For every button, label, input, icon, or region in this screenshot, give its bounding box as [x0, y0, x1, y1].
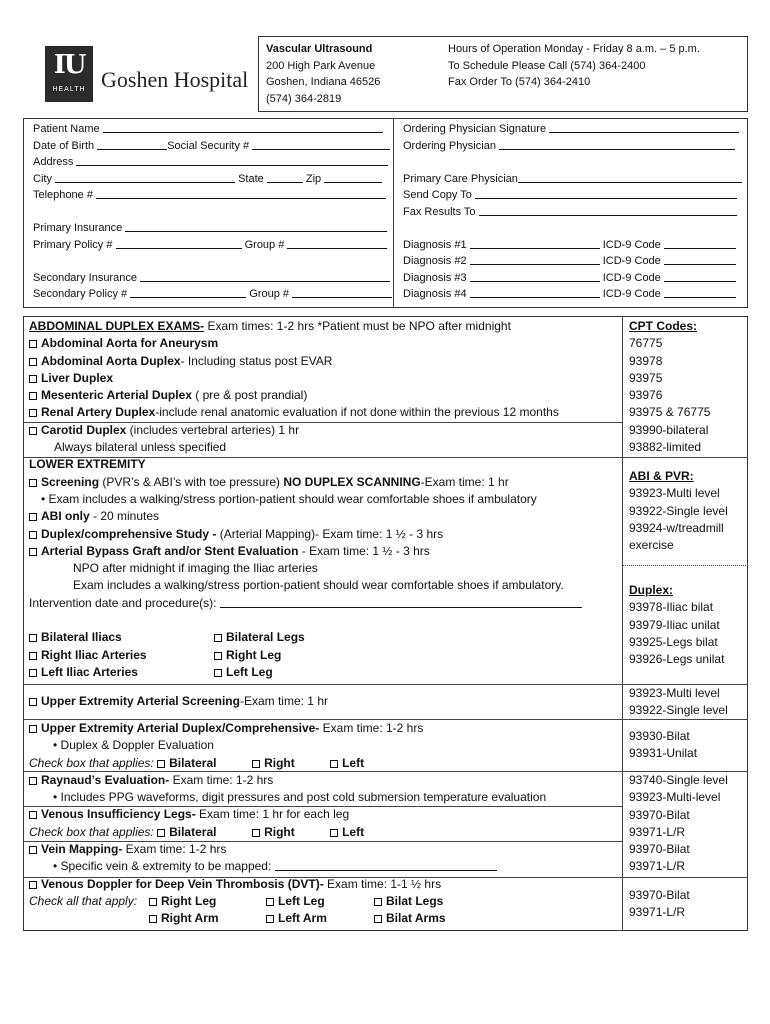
- checkbox-icon[interactable]: [29, 669, 37, 677]
- right-iliac-option[interactable]: Right Iliac Arteries: [29, 647, 214, 664]
- patient-name-field[interactable]: Patient Name: [33, 121, 388, 138]
- screening-bullet: • Exam includes a walking/stress portion-patient should wear comfortable shoes if ambulatory: [41, 491, 537, 506]
- diagnosis-4-field[interactable]: Diagnosis #4 ICD-9 Code: [403, 286, 743, 303]
- dvt-left-leg-option[interactable]: Left Leg: [266, 893, 374, 910]
- iliac-row-3: [29, 664, 619, 681]
- cpt-upper-duplex: [629, 728, 697, 763]
- schedule-text: To Schedule Please Call (574) 364-2400: [448, 60, 646, 72]
- walking-note: Exam includes a walking/stress portion-patient should wear comfortable shoes if ambulatory.: [73, 578, 564, 593]
- iliac-row-1: [29, 629, 619, 646]
- dvt-legs-row: Check all that apply: Right Leg Left Leg Bilat Legs: [29, 893, 619, 910]
- main-phone: (574) 364-2819: [266, 93, 342, 105]
- upper-screening-option[interactable]: Upper Extremity Arterial Screening-Exam time: 1 hr: [29, 693, 619, 710]
- cpt-code: 93970-Bilat: [629, 888, 690, 902]
- cpt-abi-title: ABI & PVR:: [629, 469, 694, 483]
- checkbox-icon[interactable]: [149, 915, 157, 923]
- upper-left-option[interactable]: Left: [330, 756, 364, 770]
- checkbox-icon[interactable]: [374, 915, 382, 923]
- checkbox-icon[interactable]: [29, 375, 37, 383]
- checkbox-icon[interactable]: [29, 698, 37, 706]
- cpt-code: 93922-Single level: [629, 503, 728, 518]
- bypass-option[interactable]: Arterial Bypass Graft and/or Stent Evaluation - Exam time: 1 ½ - 3 hrs: [29, 543, 619, 560]
- cpt-code: 93979-Iliac unilat: [629, 617, 720, 632]
- checkbox-icon[interactable]: [29, 409, 37, 417]
- venous-right-option[interactable]: Right: [252, 824, 330, 841]
- abi-only-option[interactable]: ABI only - 20 minutes: [29, 508, 619, 525]
- checkbox-icon[interactable]: [157, 829, 165, 837]
- ordering-physician-field[interactable]: Ordering Physician: [403, 138, 743, 155]
- checkbox-icon[interactable]: [252, 760, 260, 768]
- cpt-code: 93923-Multi-level: [629, 790, 721, 805]
- checkbox-icon[interactable]: [29, 881, 37, 889]
- cpt-duplex-title: Duplex:: [629, 583, 674, 597]
- dvt-option[interactable]: Venous Doppler for Deep Vein Thrombosis (DVT)- Exam time: 1-1 ½ hrs: [29, 876, 619, 893]
- cpt-abdominal: [629, 318, 710, 456]
- screening-option[interactable]: Screening (PVR’s & ABI’s with toe pressure) NO DUPLEX SCANNING-Exam time: 1 hr: [29, 474, 619, 491]
- send-copy-field[interactable]: Send Copy To: [403, 187, 743, 204]
- vein-mapping-option[interactable]: Vein Mapping- Exam time: 1-2 hrs: [29, 841, 619, 858]
- dept-title: Vascular Ultrasound: [266, 43, 373, 55]
- cpt-code: 93976: [629, 388, 663, 403]
- cpt-code: 93931-Unilat: [629, 746, 698, 761]
- right-leg-option[interactable]: Right Leg: [214, 648, 281, 662]
- hospital-logo: [45, 46, 93, 102]
- lower-extremity-header: LOWER EXTREMITY: [29, 457, 146, 472]
- cpt-code: 93990-bilateral: [629, 422, 709, 437]
- checkbox-icon[interactable]: [29, 634, 37, 642]
- cpt-abi: [629, 468, 728, 554]
- venous-side-row: Check box that applies: Bilateral Right Left: [29, 824, 619, 841]
- cpt-code: 93971-L/R: [629, 905, 686, 920]
- cpt-title: CPT Codes:: [629, 319, 698, 333]
- checkbox-icon[interactable]: [29, 548, 37, 556]
- cpt-code: 93925-Legs bilat: [629, 634, 718, 649]
- carotid-bilateral-note: Always bilateral unless specified: [54, 440, 227, 455]
- logo-trident-icon: IU: [53, 50, 85, 80]
- fax-text: Fax Order To (574) 364-2410: [448, 76, 591, 88]
- cpt-code: 93924-w/treadmill: [629, 520, 724, 535]
- address-line1: 200 High Park Avenue: [266, 60, 376, 72]
- cpt-code: 93970-Bilat: [629, 842, 690, 857]
- checkbox-icon[interactable]: [214, 634, 222, 642]
- dvt-right-arm-option[interactable]: Right Arm: [149, 910, 266, 927]
- upper-bilateral-option[interactable]: Bilateral: [157, 755, 252, 772]
- cpt-code: 93975 & 76775: [629, 405, 711, 420]
- cpt-code: 76775: [629, 336, 663, 351]
- venous-bilateral-option[interactable]: Bilateral: [157, 824, 252, 841]
- cpt-code: 93923-Multi level: [629, 486, 720, 501]
- cpt-code: 93978: [629, 353, 663, 368]
- mesenteric-option[interactable]: Mesenteric Arterial Duplex ( pre & post prandial): [29, 387, 619, 404]
- vein-mapping-field[interactable]: • Specific vein & extremity to be mapped:: [29, 858, 619, 875]
- diagnosis-3-field[interactable]: Diagnosis #3 ICD-9 Code: [403, 270, 743, 287]
- checkbox-icon[interactable]: [374, 898, 382, 906]
- cpt-code: 93740-Single level: [629, 773, 728, 787]
- npo-iliac-note: NPO after midnight if imaging the Iliac arteries: [73, 561, 318, 576]
- checkbox-icon[interactable]: [29, 652, 37, 660]
- cpt-code: 93975: [629, 370, 663, 385]
- checkbox-icon[interactable]: [29, 811, 37, 819]
- aorta-duplex-option[interactable]: Abdominal Aorta Duplex- Including status post EVAR: [29, 353, 619, 370]
- bilateral-iliacs-option[interactable]: Bilateral Iliacs: [29, 629, 214, 646]
- cpt-upper-screen: [629, 685, 728, 720]
- cpt-code: exercise: [629, 538, 674, 553]
- dob-ssn-field[interactable]: Date of Birth Social Security #: [33, 138, 388, 155]
- upper-right-option[interactable]: Right: [252, 755, 330, 772]
- primary-insurance-field[interactable]: Primary Insurance: [33, 220, 388, 237]
- dvt-right-leg-option[interactable]: Right Leg: [149, 893, 266, 910]
- cpt-code: 93923-Multi level: [629, 686, 720, 700]
- dvt-left-arm-option[interactable]: Left Arm: [266, 910, 374, 927]
- checkbox-icon[interactable]: [266, 898, 274, 906]
- checkbox-icon[interactable]: [252, 829, 260, 837]
- cpt-code: 93971-L/R: [629, 859, 686, 874]
- secondary-policy-field[interactable]: Secondary Policy # Group #: [33, 286, 388, 303]
- intervention-field[interactable]: Intervention date and procedure(s):: [29, 595, 619, 612]
- checkbox-icon[interactable]: [29, 846, 37, 854]
- raynaud-bullet: • Includes PPG waveforms, digit pressures and post cold submersion temperature evaluation: [53, 790, 547, 805]
- checkbox-icon[interactable]: [29, 340, 37, 348]
- bilateral-legs-option[interactable]: Bilateral Legs: [214, 630, 305, 644]
- iliac-row-2: [29, 647, 619, 664]
- abd-header: ABDOMINAL DUPLEX EXAMS- Exam times: 1-2 hrs *Patient must be NPO after midnight: [29, 319, 511, 333]
- renal-option[interactable]: Renal Artery Duplex-include renal anatomic evaluation if not done within the previous 12 months: [29, 404, 619, 421]
- cpt-code: 93971-L/R: [629, 824, 686, 839]
- venous-left-option[interactable]: Left: [330, 825, 364, 839]
- carotid-option[interactable]: Carotid Duplex (includes vertebral arteries) 1 hr: [29, 422, 619, 439]
- hours-text: Hours of Operation Monday - Friday 8 a.m. – 5 p.m.: [448, 43, 700, 55]
- checkbox-icon[interactable]: [29, 725, 37, 733]
- primary-care-field[interactable]: Primary Care Physician: [403, 171, 743, 188]
- liver-duplex-option[interactable]: Liver Duplex: [29, 370, 619, 387]
- diagnosis-1-field[interactable]: Diagnosis #1 ICD-9 Code: [403, 237, 743, 254]
- cpt-code: 93978-Iliac bilat: [629, 600, 714, 615]
- checkbox-icon[interactable]: [29, 427, 37, 435]
- checkbox-icon[interactable]: [330, 829, 338, 837]
- checkbox-icon[interactable]: [149, 898, 157, 906]
- fax-results-field[interactable]: Fax Results To: [403, 204, 743, 221]
- checkbox-icon[interactable]: [29, 531, 37, 539]
- physician-signature-field[interactable]: Ordering Physician Signature: [403, 121, 743, 138]
- upper-bullet: • Duplex & Doppler Evaluation: [53, 738, 214, 753]
- venous-insufficiency-option[interactable]: Venous Insufficiency Legs- Exam time: 1 hr for each leg: [29, 806, 619, 823]
- dvt-arms-row: [29, 910, 619, 927]
- secondary-insurance-field[interactable]: Secondary Insurance: [33, 270, 388, 287]
- checkbox-icon[interactable]: [29, 777, 37, 785]
- cpt-code: 93970-Bilat: [629, 807, 690, 822]
- checkbox-icon[interactable]: [29, 392, 37, 400]
- checkbox-icon[interactable]: [266, 915, 274, 923]
- checkbox-icon[interactable]: [29, 358, 37, 366]
- address-field[interactable]: Address: [33, 154, 388, 171]
- city-state-zip-field[interactable]: City State Zip: [33, 171, 388, 188]
- physician-section: [403, 121, 743, 303]
- hospital-name: Goshen Hospital: [101, 67, 249, 92]
- address-line2: Goshen, Indiana 46526: [266, 76, 381, 88]
- left-iliac-option[interactable]: Left Iliac Arteries: [29, 664, 214, 681]
- upper-duplex-option[interactable]: Upper Extremity Arterial Duplex/Comprehensive- Exam time: 1-2 hrs: [29, 720, 619, 737]
- aorta-aneurysm-option[interactable]: Abdominal Aorta for Aneurysm: [29, 335, 619, 352]
- raynaud-option[interactable]: Raynaud’s Evaluation- Exam time: 1-2 hrs: [29, 772, 619, 789]
- checkbox-icon[interactable]: [29, 479, 37, 487]
- checkbox-icon[interactable]: [214, 652, 222, 660]
- checkbox-icon[interactable]: [330, 760, 338, 768]
- telephone-field[interactable]: Telephone #: [33, 187, 388, 204]
- cpt-dvt: [629, 887, 690, 922]
- primary-policy-field[interactable]: Primary Policy # Group #: [33, 237, 388, 254]
- dvt-bilat-arms-option[interactable]: Bilat Arms: [374, 911, 446, 925]
- cpt-duplex: [629, 582, 724, 668]
- checkbox-icon[interactable]: [157, 760, 165, 768]
- diagnosis-2-field[interactable]: Diagnosis #2 ICD-9 Code: [403, 253, 743, 270]
- checkbox-icon[interactable]: [214, 669, 222, 677]
- logo-health-text: HEALTH: [52, 86, 86, 93]
- cpt-code: 93930-Bilat: [629, 729, 690, 743]
- duplex-comprehensive-option[interactable]: Duplex/comprehensive Study - (Arterial Mapping)- Exam time: 1 ½ - 3 hrs: [29, 526, 619, 543]
- upper-side-row: Check box that applies: Bilateral Right Left: [29, 755, 619, 772]
- exam-list: [29, 318, 619, 681]
- patient-section: [33, 121, 388, 303]
- cpt-lower-group: [629, 772, 728, 876]
- cpt-code: 93926-Legs unilat: [629, 652, 725, 667]
- cpt-code: 93922-Single level: [629, 703, 728, 718]
- checkbox-icon[interactable]: [29, 513, 37, 521]
- left-leg-option[interactable]: Left Leg: [214, 665, 273, 679]
- cpt-code: 93882-limited: [629, 440, 702, 455]
- dvt-bilat-legs-option[interactable]: Bilat Legs: [374, 894, 443, 908]
